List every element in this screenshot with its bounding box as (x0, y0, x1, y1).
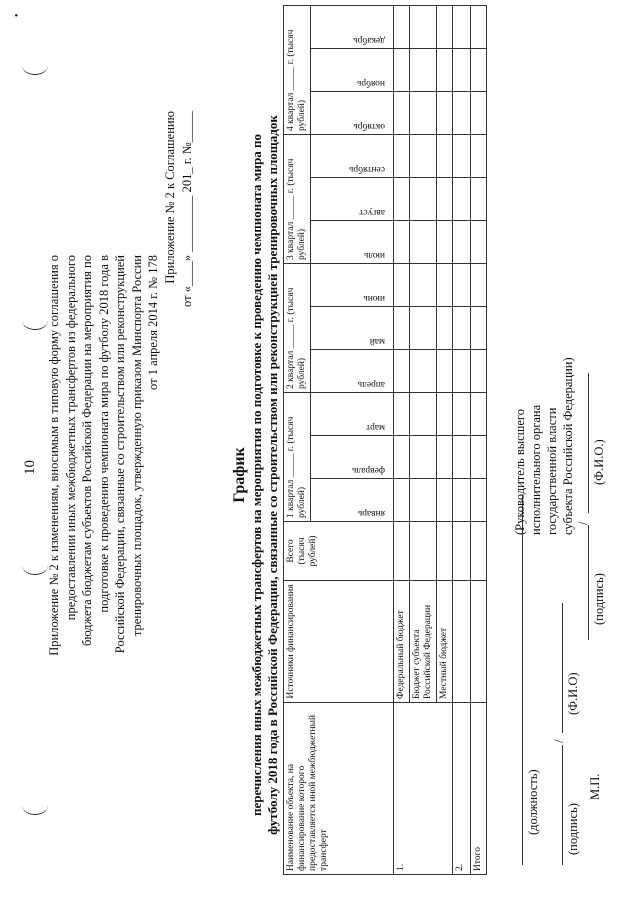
month-label: апрель (357, 379, 385, 389)
total-row (471, 6, 487, 875)
month-cell (311, 436, 394, 479)
title-line: футболу 2018 года в Российской Федерации, связанные со строительством или реконструкцией тренировочных площадок (265, 115, 280, 835)
header-quarter-3: 3 квартал _____ г. (тысяч рублей) (284, 135, 311, 264)
month-cell (311, 92, 394, 135)
schedule-title (232, 85, 281, 865)
punch-hole-mark (22, 796, 48, 815)
row-number: 1. (394, 703, 453, 875)
fio-left-label: (Ф.И.О) (566, 672, 580, 715)
head-title-line: субъекта Российской Федерации) (561, 357, 575, 535)
month-cell (311, 221, 394, 264)
intro-line: Приложение № 2 к изменениям, вносимым в типовую форму соглашения о (47, 255, 61, 656)
month-cell (311, 479, 394, 522)
punch-hole-mark (22, 556, 48, 575)
appendix-date-line: от «____» _________ 201_ г. №_____ (180, 111, 194, 307)
month-label: август (359, 207, 385, 217)
sign-left-label: (подпись) (566, 803, 580, 855)
source-label: Бюджет субъекта Российской Федерации (410, 581, 437, 703)
appendix-reference (162, 111, 196, 307)
title-heading: График (231, 447, 248, 503)
table-row (394, 6, 410, 875)
head-title-line: государственной власти (545, 407, 559, 535)
sign-right-label: (подпись) (592, 573, 606, 625)
month-label: ноябрь (357, 78, 385, 88)
row-number: 2. (453, 703, 471, 875)
header-object: Наименование объекта, на финансирование которого предоставляется иной межбюджетный трансферт (284, 703, 394, 875)
signature-line (562, 745, 563, 865)
header-total: Всего (тысяч рублей) (284, 522, 394, 581)
month-label: январь (357, 508, 385, 518)
header-row (284, 6, 311, 875)
punch-hole-mark (22, 311, 48, 330)
position-label: (должность) (526, 769, 540, 835)
header-quarter-2: 2 квартал _____ г. (тысяч рублей) (284, 264, 311, 393)
month-label: февраль (352, 465, 385, 475)
total-label: Итого (471, 703, 487, 875)
month-cell (311, 350, 394, 393)
month-cell (311, 393, 394, 436)
head-title-line: исполнительного органа (529, 404, 543, 535)
intro-line: подготовке к проведению чемпионата мира по футболу 2018 года в (96, 255, 111, 613)
month-cell (311, 135, 394, 178)
month-label: октябрь (353, 121, 385, 131)
month-cell (311, 307, 394, 350)
intro-line: Российской Федерации, связанные со строительством или реконструкцией (113, 255, 127, 654)
month-label: июль (363, 250, 385, 260)
month-label: июнь (363, 293, 385, 303)
slash-separator: / (576, 521, 590, 525)
intro-line: предоставлении иных межбюджетных трансфертов из федерального (63, 255, 78, 621)
month-cell (311, 178, 394, 221)
intro-line: от 1 апреля 2014 г. № 178 (146, 255, 160, 390)
header-source: Источники финансирования (284, 581, 394, 703)
intro-line: бюджета бюджетам субъектов Российской Федерации на мероприятия по (80, 255, 94, 646)
page-number: 10 (22, 460, 38, 475)
signature-line (588, 525, 589, 640)
seal-label: М.П. (588, 773, 602, 800)
table-row (453, 6, 471, 875)
payment-schedule-table (283, 5, 487, 875)
month-label: декабрь (353, 35, 385, 45)
month-label: март (366, 422, 385, 432)
month-cell (311, 6, 394, 49)
signature-line (562, 603, 563, 733)
title-line: перечисления иных межбюджетных трансфертов на мероприятия по подготовке к проведению чемпионата мира по (249, 134, 264, 816)
appendix-line: Приложение № 2 к Соглашению (163, 111, 177, 284)
month-cell (311, 49, 394, 92)
signature-line (588, 373, 589, 513)
source-label: Федеральный бюджет (394, 581, 410, 703)
intro-paragraph (46, 255, 162, 695)
source-label: Местный бюджет (437, 581, 453, 703)
head-title-block (512, 357, 576, 535)
signature-line (522, 495, 523, 865)
month-label: май (369, 336, 385, 346)
intro-line: тренировочных площадок, утвержденную приказом Минспорта России (129, 255, 144, 637)
head-title-line: (Руководитель высшего (513, 409, 527, 535)
punch-hole-mark (22, 56, 48, 75)
slash-separator: / (552, 739, 566, 743)
header-quarter-4: 4 квартал _____ г. (тысяч рублей) (284, 6, 311, 135)
month-cell (311, 264, 394, 307)
header-quarter-1: 1 квартал _____ г. (тысяч рублей) (284, 393, 311, 522)
month-label: сентябрь (349, 164, 385, 174)
fio-right-label: (Ф.И.О.) (592, 439, 606, 485)
scan-dot: • (12, 13, 23, 17)
